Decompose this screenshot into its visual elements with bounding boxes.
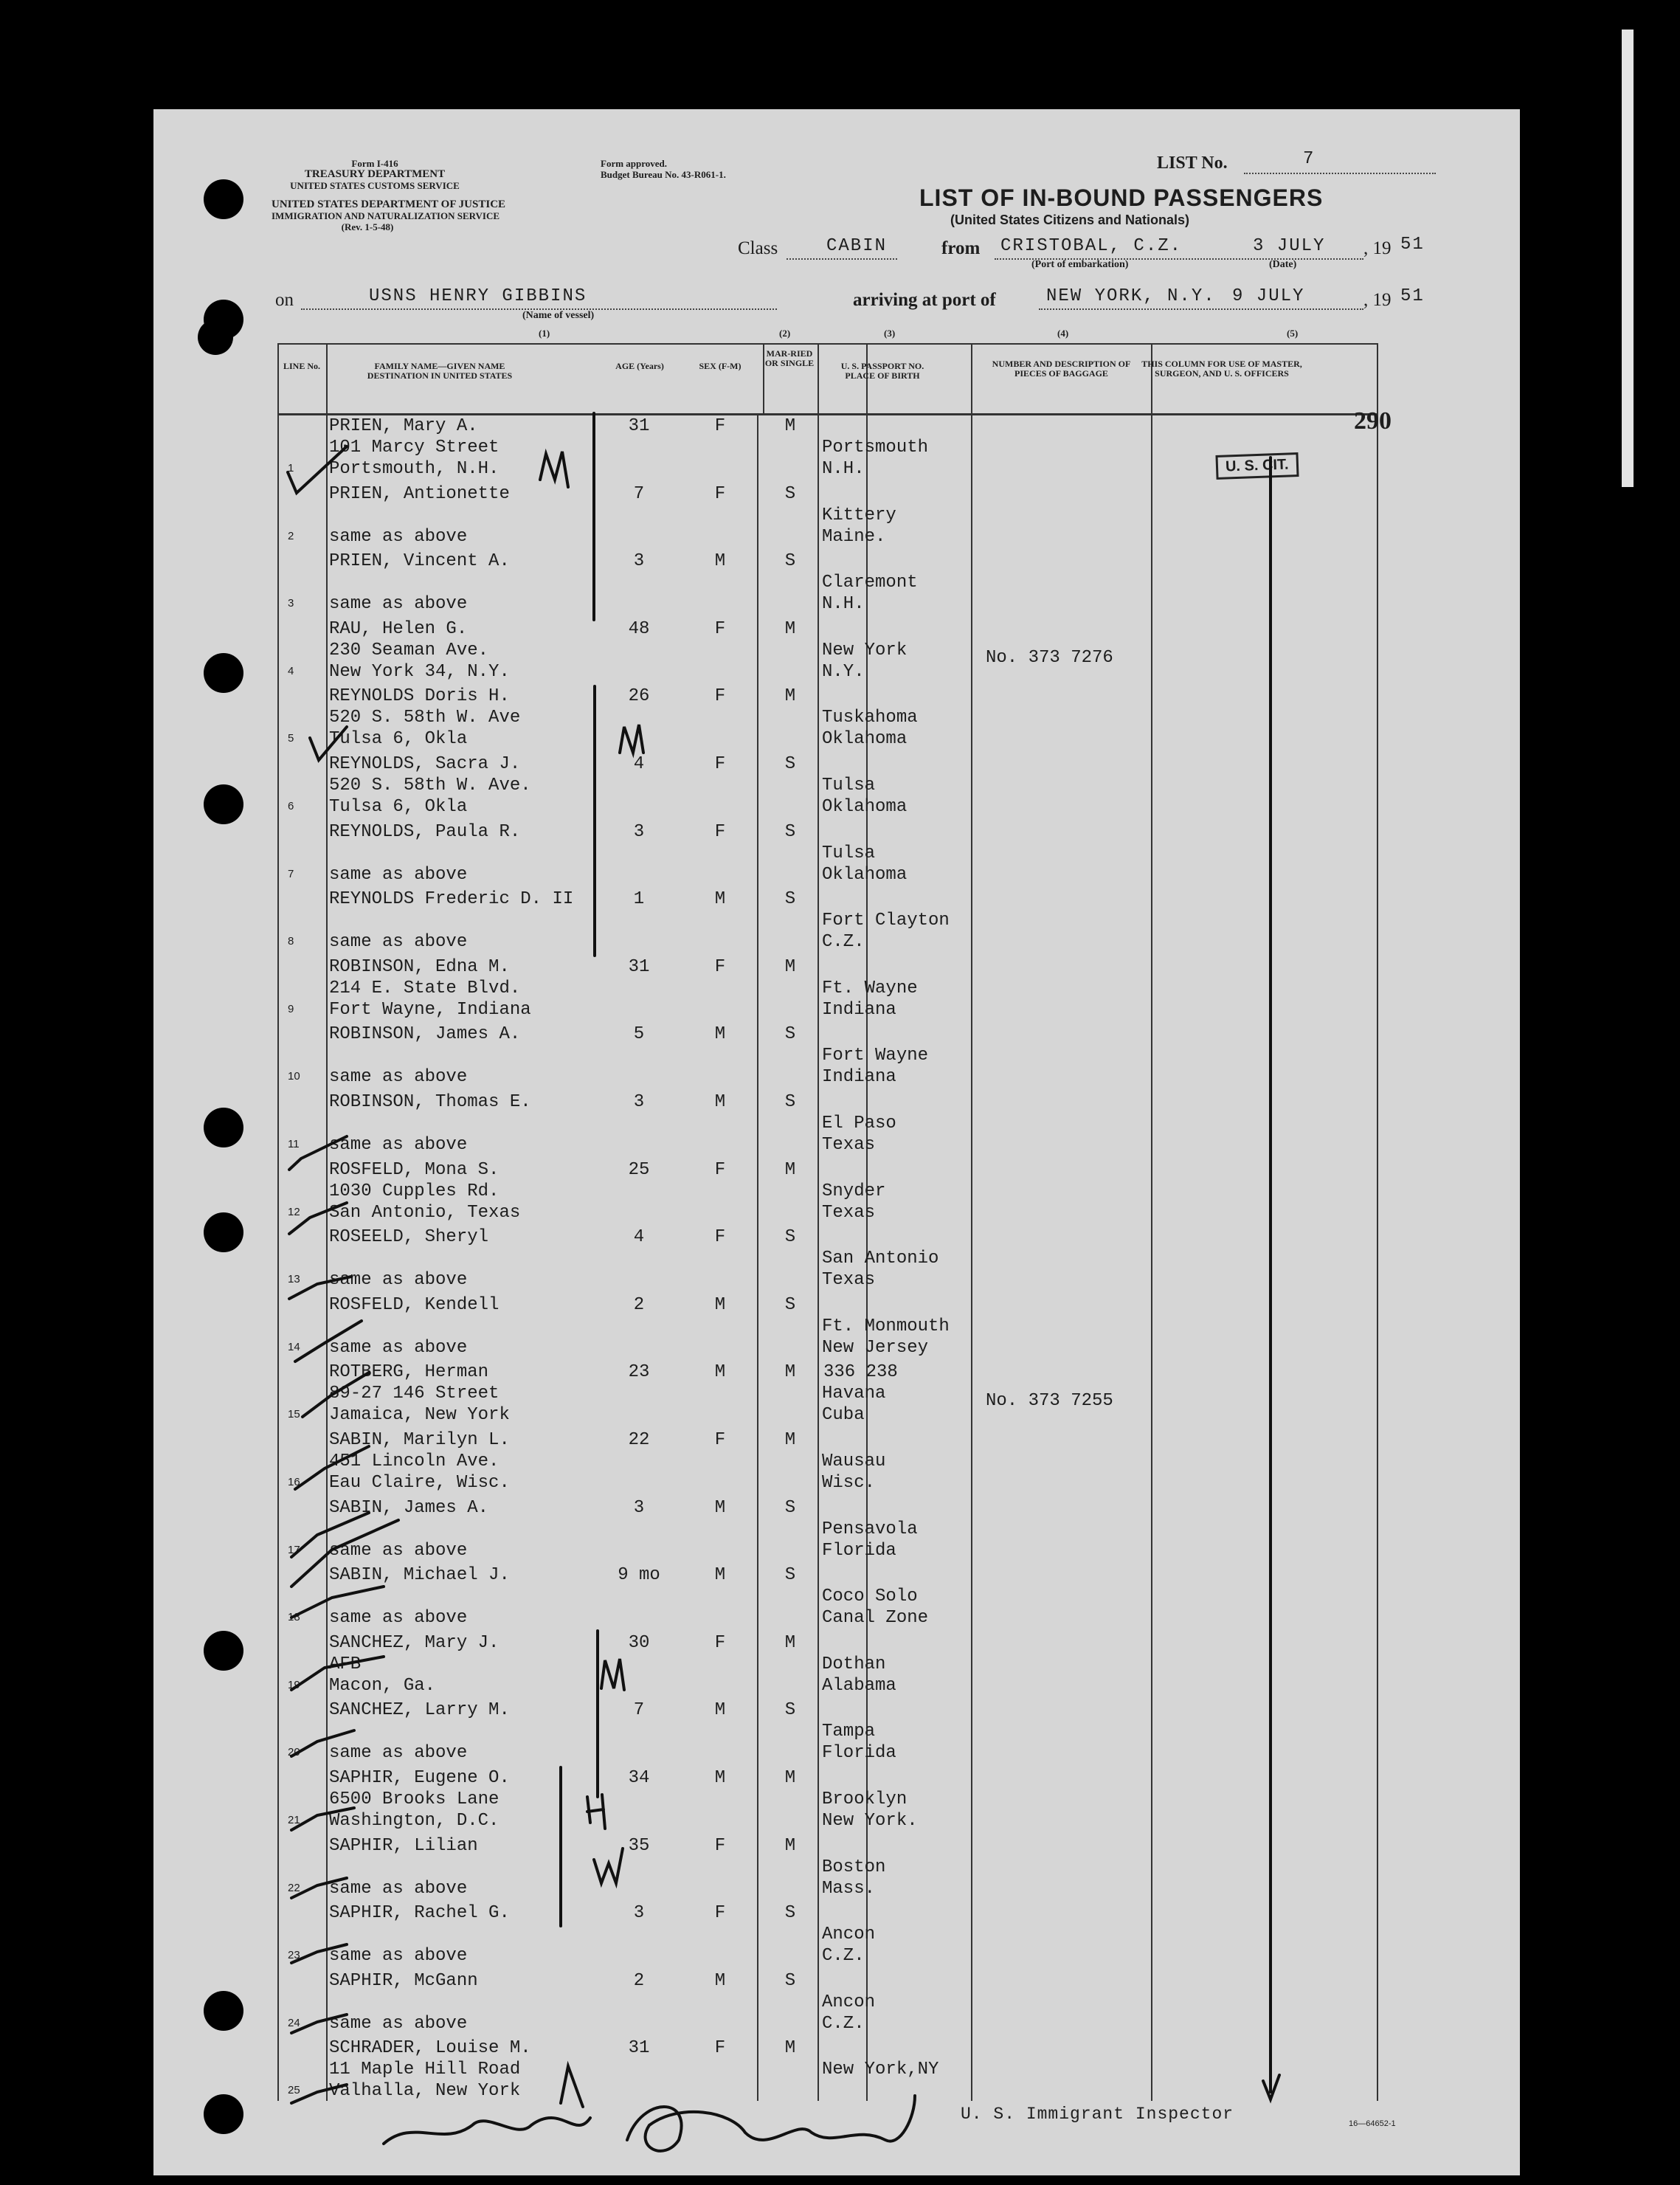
address-line-1: 1030 Cupples Rd. bbox=[329, 1181, 499, 1201]
address-line-2: New York 34, N.Y. bbox=[329, 661, 510, 682]
on-label: on bbox=[275, 290, 294, 310]
address-line-2: same as above bbox=[329, 1540, 468, 1561]
address-line-2: same as above bbox=[329, 1946, 468, 1967]
col-num-5: (5) bbox=[1287, 328, 1299, 339]
birthplace-line-1: Kittery bbox=[822, 505, 896, 525]
address-line-1: AFB bbox=[329, 1654, 362, 1674]
birthplace-line-2: Alabama bbox=[822, 1675, 896, 1696]
address-line-2: same as above bbox=[329, 594, 468, 615]
marital-status: M bbox=[784, 1835, 796, 1856]
passenger-name: ROSFELD, Mona S. bbox=[329, 1159, 499, 1180]
sex-value: F bbox=[714, 686, 726, 707]
passenger-name: SAPHIR, Rachel G. bbox=[329, 1903, 510, 1924]
form-justice-block bbox=[272, 199, 506, 232]
birthplace-line-1: Tuskahoma bbox=[822, 708, 918, 728]
birthplace-line-2: Texas bbox=[822, 1135, 876, 1155]
sex-value: F bbox=[714, 956, 726, 977]
age-value: 3 bbox=[633, 821, 645, 842]
marital-status: M bbox=[784, 686, 796, 707]
passenger-name: SABIN, Marilyn L. bbox=[329, 1430, 510, 1450]
sex-value: M bbox=[714, 1565, 726, 1586]
age-value: 3 bbox=[633, 1497, 645, 1518]
birthplace-line-2: Cuba bbox=[822, 1405, 865, 1426]
passenger-name: REYNOLDS, Sacra J. bbox=[329, 754, 521, 774]
year1-prefix: , 19 bbox=[1363, 238, 1392, 258]
dept-justice: UNITED STATES DEPARTMENT OF JUSTICE bbox=[272, 199, 506, 210]
table-top-border bbox=[277, 343, 1378, 345]
address-line-2: Portsmouth, N.H. bbox=[329, 459, 499, 479]
birthplace-line-1: Ancon bbox=[822, 1992, 876, 2012]
birthplace-line-1: El Paso bbox=[822, 1114, 896, 1133]
birthplace-line-1: Portsmouth bbox=[822, 438, 929, 458]
list-subtitle: (United States Citizens and Nationals) bbox=[950, 213, 1190, 227]
birthplace-line-1: Wausau bbox=[822, 1452, 886, 1471]
passenger-name: SAPHIR, McGann bbox=[329, 1970, 478, 1991]
birthplace-line-2: C.Z. bbox=[822, 932, 865, 953]
age-value: 4 bbox=[633, 1227, 645, 1248]
passenger-name: SANCHEZ, Larry M. bbox=[329, 1700, 510, 1721]
dept-justice-sub: IMMIGRATION AND NATURALIZATION SERVICE bbox=[272, 210, 500, 221]
address-line-2: same as above bbox=[329, 526, 468, 547]
age-value: 35 bbox=[628, 1835, 650, 1856]
sex-value: F bbox=[714, 1632, 726, 1653]
passenger-name: PRIEN, Vincent A. bbox=[329, 551, 510, 572]
line-number: 21 bbox=[288, 1814, 300, 1826]
birthplace-line-1: Tampa bbox=[822, 1722, 876, 1742]
address-line-2: Tulsa 6, Okla bbox=[329, 797, 468, 817]
date-caption: (Date) bbox=[1269, 259, 1297, 270]
us-citizen-stamp: U. S. CIT. bbox=[1215, 452, 1299, 480]
age-value: 31 bbox=[628, 416, 650, 436]
punch-hole bbox=[204, 1212, 243, 1252]
sex-value: F bbox=[714, 1159, 726, 1180]
punch-hole bbox=[204, 1108, 243, 1147]
sex-value: M bbox=[714, 1497, 726, 1518]
line-number: 25 bbox=[288, 2084, 300, 2097]
sex-value: F bbox=[714, 483, 726, 504]
age-value: 31 bbox=[628, 2038, 650, 2059]
passenger-name: ROSEELD, Sheryl bbox=[329, 1227, 489, 1248]
sex-value: M bbox=[714, 1294, 726, 1315]
sex-value: F bbox=[714, 754, 726, 774]
birthplace-line-2: Maine. bbox=[822, 526, 886, 547]
passenger-name: SCHRADER, Louise M. bbox=[329, 2038, 531, 2059]
sex-value: F bbox=[714, 416, 726, 436]
passenger-name: SAPHIR, Lilian bbox=[329, 1835, 478, 1856]
col-head-officers: THIS COLUMN FOR USE OF MASTER, SURGEON, AND U. S. OFFICERS bbox=[1141, 359, 1302, 379]
col-num-4: (4) bbox=[1057, 328, 1069, 339]
marital-status: S bbox=[784, 889, 796, 910]
passenger-name: SAPHIR, Eugene O. bbox=[329, 1768, 510, 1788]
birthplace-line-2: Oklahoma bbox=[822, 864, 908, 885]
baggage-description: No. 373 7276 bbox=[986, 647, 1113, 668]
from-value: CRISTOBAL, C.Z. bbox=[1000, 236, 1183, 256]
budget-bureau: Budget Bureau No. 43-R061-1. bbox=[601, 169, 726, 180]
birthplace-line-1: Tulsa bbox=[822, 843, 876, 863]
marital-status: M bbox=[784, 956, 796, 977]
passenger-name: SABIN, James A. bbox=[329, 1497, 489, 1518]
sex-value: F bbox=[714, 2038, 726, 2059]
birthplace-line-2: N.H. bbox=[822, 594, 865, 615]
marital-status: M bbox=[784, 1430, 796, 1450]
birthplace-line-2: Indiana bbox=[822, 1067, 896, 1088]
col-head-baggage: NUMBER AND DESCRIPTION OF PIECES OF BAGGAGE bbox=[992, 359, 1131, 379]
col-head-name: FAMILY NAME—GIVEN NAME DESTINATION IN UNITED STATES bbox=[367, 361, 513, 381]
marital-status: S bbox=[784, 1565, 796, 1586]
passenger-name: ROBINSON, James A. bbox=[329, 1024, 521, 1045]
vessel-name: USNS HENRY GIBBINS bbox=[369, 286, 587, 306]
birthplace-line-1: Fort Clayton bbox=[822, 911, 950, 931]
birthplace-line-2: Wisc. bbox=[822, 1473, 876, 1493]
address-line-2: Macon, Ga. bbox=[329, 1675, 436, 1696]
inspector-label: U. S. Immigrant Inspector bbox=[961, 2105, 1234, 2124]
age-value: 3 bbox=[633, 551, 645, 572]
address-line-2: same as above bbox=[329, 1135, 468, 1155]
col-border bbox=[277, 343, 279, 2101]
birthplace-line-1: Dothan bbox=[822, 1654, 886, 1674]
col-num-2: (2) bbox=[779, 328, 791, 339]
address-line-2: Washington, D.C. bbox=[329, 1811, 499, 1831]
marital-status: S bbox=[784, 821, 796, 842]
age-value: 30 bbox=[628, 1632, 650, 1653]
marital-status: M bbox=[784, 1159, 796, 1180]
line-number: 6 bbox=[288, 800, 294, 812]
arrival-port: NEW YORK, N.Y. bbox=[1046, 286, 1216, 306]
birthplace-line-1: New York bbox=[822, 640, 908, 660]
age-value: 5 bbox=[633, 1024, 645, 1045]
address-line-1: 6500 Brooks Lane bbox=[329, 1789, 499, 1809]
punch-hole bbox=[204, 1991, 243, 2031]
from-label: from bbox=[941, 238, 981, 258]
age-value: 1 bbox=[633, 889, 645, 910]
arrival-date: 9 JULY bbox=[1232, 286, 1305, 306]
birthplace-line-1: Pensavola bbox=[822, 1519, 918, 1539]
marital-status: S bbox=[784, 754, 796, 774]
form-approved: Form approved. bbox=[601, 158, 668, 169]
line-number: 8 bbox=[288, 935, 294, 948]
birthplace-line-1: Ancon bbox=[822, 1925, 876, 1945]
punch-hole bbox=[204, 179, 243, 219]
age-value: 7 bbox=[633, 1700, 645, 1721]
list-no-line bbox=[1244, 173, 1436, 174]
birthplace-line-2: Oklahoma bbox=[822, 729, 908, 750]
passenger-name: ROBINSON, Thomas E. bbox=[329, 1092, 531, 1112]
address-line-2: same as above bbox=[329, 932, 468, 953]
line-number: 22 bbox=[288, 1881, 300, 1894]
page-number: 290 bbox=[1354, 407, 1392, 435]
address-line-2: Eau Claire, Wisc. bbox=[329, 1473, 510, 1493]
birthplace-line-2: New York. bbox=[822, 1811, 918, 1831]
address-line-2: same as above bbox=[329, 1067, 468, 1088]
line-number: 11 bbox=[288, 1138, 300, 1150]
punch-hole bbox=[204, 1631, 243, 1671]
address-line-2: same as above bbox=[329, 1608, 468, 1629]
port-embark-caption: (Port of embarkation) bbox=[1031, 259, 1129, 270]
form-revision: (Rev. 1-5-48) bbox=[341, 221, 394, 232]
marital-status: S bbox=[784, 1294, 796, 1315]
line-number: 17 bbox=[288, 1543, 300, 1556]
punch-hole bbox=[204, 784, 243, 824]
passenger-name: RAU, Helen G. bbox=[329, 618, 468, 639]
marital-status: S bbox=[784, 1024, 796, 1045]
birthplace-line-1: New York,NY bbox=[822, 2060, 939, 2080]
line-number: 14 bbox=[288, 1340, 300, 1353]
marital-status: M bbox=[784, 1768, 796, 1788]
address-line-2: Jamaica, New York bbox=[329, 1405, 510, 1426]
birthplace-line-2: N.Y. bbox=[822, 661, 865, 682]
sex-value: F bbox=[714, 1903, 726, 1924]
address-line-1: 101 Marcy Street bbox=[329, 438, 499, 458]
address-line-2: same as above bbox=[329, 864, 468, 885]
list-no-value: 7 bbox=[1303, 149, 1316, 169]
marital-status: S bbox=[784, 1700, 796, 1721]
passenger-name: ROSFELD, Kendell bbox=[329, 1294, 499, 1315]
marital-status: M bbox=[784, 618, 796, 639]
col-border bbox=[1377, 343, 1378, 2101]
age-value: 23 bbox=[628, 1362, 650, 1383]
birthplace-line-1: Coco Solo bbox=[822, 1587, 918, 1607]
dept-treasury-sub: UNITED STATES CUSTOMS SERVICE bbox=[290, 180, 460, 191]
passenger-name: SABIN, Michael J. bbox=[329, 1565, 510, 1586]
marital-status: S bbox=[784, 1970, 796, 1991]
passport-number: 336 238 bbox=[823, 1362, 898, 1383]
address-line-1: 214 E. State Blvd. bbox=[329, 978, 521, 998]
form-name: Form I-416 bbox=[351, 158, 398, 169]
address-line-2: same as above bbox=[329, 1743, 468, 1764]
age-value: 34 bbox=[628, 1768, 650, 1788]
vessel-caption: (Name of vessel) bbox=[522, 310, 595, 321]
line-number: 1 bbox=[288, 462, 294, 474]
sex-value: M bbox=[714, 1092, 726, 1112]
birthplace-line-2: Texas bbox=[822, 1202, 876, 1223]
arriving-label: arriving at port of bbox=[853, 290, 996, 310]
birthplace-line-2: Indiana bbox=[822, 999, 896, 1020]
age-value: 26 bbox=[628, 686, 650, 707]
age-value: 2 bbox=[633, 1970, 645, 1991]
address-line-2: same as above bbox=[329, 1878, 468, 1899]
sex-value: M bbox=[714, 1970, 726, 1991]
sex-value: F bbox=[714, 618, 726, 639]
birthplace-line-1: Havana bbox=[822, 1384, 886, 1404]
line-number: 12 bbox=[288, 1205, 300, 1218]
sex-value: M bbox=[714, 1768, 726, 1788]
year1-value: 51 bbox=[1400, 235, 1425, 255]
age-value: 22 bbox=[628, 1430, 650, 1450]
address-line-2: Tulsa 6, Okla bbox=[329, 729, 468, 750]
sex-value: M bbox=[714, 1024, 726, 1045]
age-value: 3 bbox=[633, 1092, 645, 1112]
sex-value: F bbox=[714, 821, 726, 842]
form-code: 16—64652-1 bbox=[1349, 2119, 1396, 2128]
line-number: 13 bbox=[288, 1273, 300, 1286]
birthplace-line-2: Florida bbox=[822, 1540, 896, 1561]
marital-status: S bbox=[784, 1497, 796, 1518]
address-line-2: same as above bbox=[329, 2013, 468, 2034]
address-line-1: 451 Lincoln Ave. bbox=[329, 1452, 499, 1471]
birthplace-line-2: N.H. bbox=[822, 459, 865, 479]
dept-treasury: TREASURY DEPARTMENT bbox=[304, 168, 446, 180]
line-number: 5 bbox=[288, 732, 294, 745]
passenger-name: ROTBERG, Herman bbox=[329, 1362, 489, 1383]
sex-value: M bbox=[714, 1362, 726, 1383]
class-line bbox=[787, 258, 897, 260]
sex-value: M bbox=[714, 1700, 726, 1721]
address-line-2: San Antonio, Texas bbox=[329, 1202, 521, 1223]
year2-value: 51 bbox=[1400, 286, 1425, 306]
col-head-line: LINE No. bbox=[283, 361, 320, 371]
class-label: Class bbox=[738, 238, 778, 258]
line-number: 7 bbox=[288, 867, 294, 880]
col-head-sex: SEX (F-M) bbox=[699, 361, 742, 371]
col-head-married: MAR-RIED OR SINGLE bbox=[764, 348, 815, 368]
form-dept-block bbox=[264, 158, 485, 191]
line-number: 4 bbox=[288, 664, 294, 677]
birthplace-line-1: Ft. Wayne bbox=[822, 978, 918, 998]
birthplace-line-1: Boston bbox=[822, 1857, 886, 1877]
address-line-1: 11 Maple Hill Road bbox=[329, 2060, 521, 2080]
punch-hole bbox=[204, 653, 243, 693]
age-value: 2 bbox=[633, 1294, 645, 1315]
age-value: 3 bbox=[633, 1903, 645, 1924]
year2-prefix: , 19 bbox=[1363, 290, 1392, 310]
passenger-name: REYNOLDS, Paula R. bbox=[329, 821, 521, 842]
birthplace-line-2: Oklahoma bbox=[822, 797, 908, 817]
birthplace-line-1: Brooklyn bbox=[822, 1789, 908, 1809]
age-value: 31 bbox=[628, 956, 650, 977]
birthplace-line-1: Snyder bbox=[822, 1181, 886, 1201]
marital-status: S bbox=[784, 551, 796, 572]
passenger-name: PRIEN, Mary A. bbox=[329, 416, 478, 436]
col-num-1: (1) bbox=[539, 328, 550, 339]
punch-hole bbox=[198, 320, 233, 355]
sex-value: F bbox=[714, 1430, 726, 1450]
line-number: 24 bbox=[288, 2016, 300, 2029]
marital-status: S bbox=[784, 1092, 796, 1112]
class-value: CABIN bbox=[826, 236, 888, 256]
marital-status: M bbox=[784, 1632, 796, 1653]
passenger-name: SANCHEZ, Mary J. bbox=[329, 1632, 499, 1653]
address-line-2: same as above bbox=[329, 1270, 468, 1291]
line-number: 23 bbox=[288, 1949, 300, 1962]
birthplace-line-1: Ft. Monmouth bbox=[822, 1316, 950, 1336]
birthplace-line-2: Florida bbox=[822, 1743, 896, 1764]
birthplace-line-2: Texas bbox=[822, 1270, 876, 1291]
col-num-3: (3) bbox=[884, 328, 896, 339]
address-line-1: 230 Seaman Ave. bbox=[329, 640, 489, 660]
passenger-table bbox=[277, 343, 1378, 2101]
birthplace-line-2: New Jersey bbox=[822, 1337, 929, 1358]
passenger-name: REYNOLDS Frederic D. II bbox=[329, 889, 574, 910]
address-line-1: 520 S. 58th W. Ave. bbox=[329, 776, 531, 795]
passenger-name: ROBINSON, Edna M. bbox=[329, 956, 510, 977]
marital-status: M bbox=[784, 416, 796, 436]
birthplace-line-2: Canal Zone bbox=[822, 1608, 929, 1629]
birthplace-line-2: C.Z. bbox=[822, 1946, 865, 1967]
sex-value: F bbox=[714, 1227, 726, 1248]
marital-status: S bbox=[784, 1227, 796, 1248]
col-head-age: AGE (Years) bbox=[615, 361, 664, 371]
scan-edge-strip bbox=[1622, 30, 1634, 487]
age-value: 7 bbox=[633, 483, 645, 504]
birthplace-line-1: Tulsa bbox=[822, 776, 876, 795]
birthplace-line-2: Mass. bbox=[822, 1878, 876, 1899]
list-no-label: LIST No. bbox=[1157, 153, 1228, 173]
line-number: 20 bbox=[288, 1746, 300, 1759]
sex-value: M bbox=[714, 551, 726, 572]
marital-status: S bbox=[784, 483, 796, 504]
sex-value: F bbox=[714, 1835, 726, 1856]
age-value: 4 bbox=[633, 754, 645, 774]
line-number: 9 bbox=[288, 1002, 294, 1015]
line-number: 19 bbox=[288, 1678, 300, 1691]
punch-hole bbox=[204, 2094, 243, 2134]
address-line-1: 520 S. 58th W. Ave bbox=[329, 708, 521, 728]
birthplace-line-2: C.Z. bbox=[822, 2013, 865, 2034]
line-number: 18 bbox=[288, 1611, 300, 1624]
address-line-2: Fort Wayne, Indiana bbox=[329, 999, 531, 1020]
passenger-name: PRIEN, Antionette bbox=[329, 483, 510, 504]
list-title: LIST OF IN-BOUND PASSENGERS bbox=[919, 184, 1324, 211]
baggage-description: No. 373 7255 bbox=[986, 1391, 1113, 1412]
age-value: 9 mo bbox=[618, 1565, 660, 1586]
address-line-2: Valhalla, New York bbox=[329, 2081, 521, 2102]
birthplace-line-1: Claremont bbox=[822, 573, 918, 593]
address-line-2: same as above bbox=[329, 1337, 468, 1358]
birthplace-line-1: San Antonio bbox=[822, 1249, 939, 1269]
address-line-1: 89-27 146 Street bbox=[329, 1384, 499, 1404]
age-value: 25 bbox=[628, 1159, 650, 1180]
line-number: 16 bbox=[288, 1476, 300, 1488]
arrival-line bbox=[1039, 308, 1363, 310]
marital-status: M bbox=[784, 1362, 796, 1383]
marital-status: M bbox=[784, 2038, 796, 2059]
birthplace-line-1: Fort Wayne bbox=[822, 1046, 929, 1066]
line-number: 15 bbox=[288, 1408, 300, 1421]
line-number: 2 bbox=[288, 529, 294, 542]
sex-value: M bbox=[714, 889, 726, 910]
embark-date: 3 JULY bbox=[1253, 236, 1326, 256]
age-value: 48 bbox=[628, 618, 650, 639]
line-number: 10 bbox=[288, 1070, 300, 1083]
line-number: 3 bbox=[288, 597, 294, 610]
approval-block bbox=[601, 158, 726, 180]
passenger-name: REYNOLDS Doris H. bbox=[329, 686, 510, 707]
col-head-passport: U. S. PASSPORT NO. PLACE OF BIRTH bbox=[840, 361, 924, 381]
marital-status: S bbox=[784, 1903, 796, 1924]
